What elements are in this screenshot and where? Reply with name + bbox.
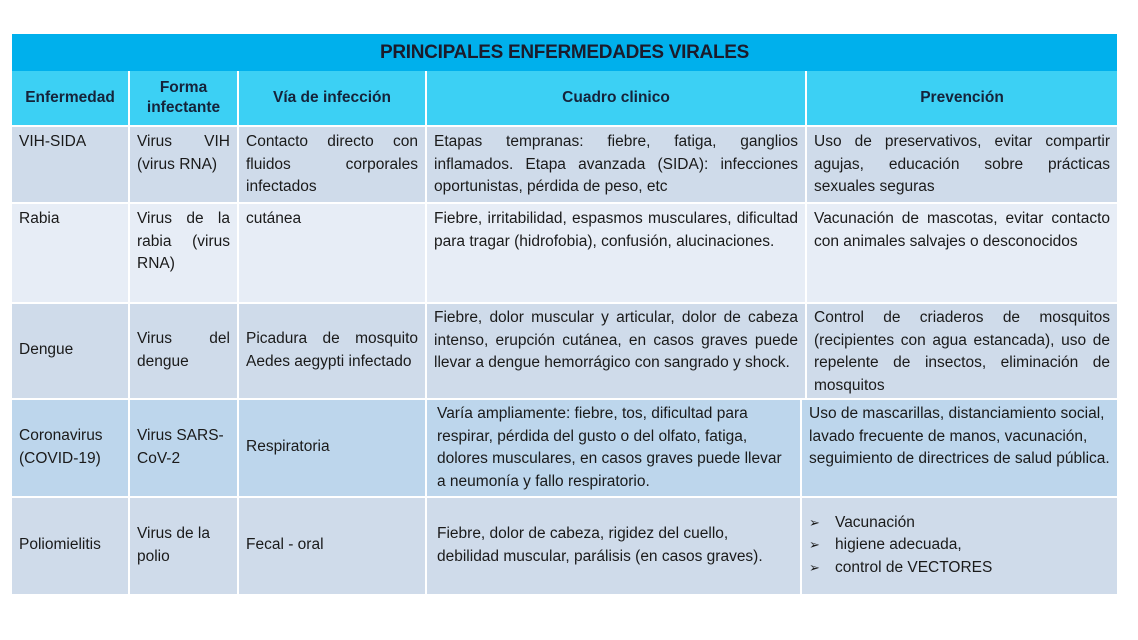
cell-enfermedad: VIH-SIDA	[19, 133, 87, 150]
table-header-row	[12, 71, 1117, 125]
cell-via	[237, 498, 425, 594]
cell-prevencion: Uso de mascarillas, distanciamiento social, lavado frecuente de manos, vacunación, seguimiento de directrices de salud pública.	[800, 400, 1117, 496]
arrow-bullet-icon: ➢	[809, 537, 820, 553]
cell-forma: Virus VIH (virus RNA)	[128, 127, 237, 202]
cell-prevencion: Control de criaderos de mosquitos (recipientes con agua estancada), uso de repelente de insectos, eliminación de mosquitos	[805, 304, 1117, 398]
cell-prevencion: Vacunación de mascotas, evitar contacto con animales salvajes o desconocidos	[805, 204, 1117, 302]
cell-via: cutánea	[237, 204, 425, 302]
bullet-item	[809, 534, 1110, 557]
viral-diseases-table	[12, 34, 1117, 594]
table-row-dengue	[12, 302, 1117, 398]
bullet-text: higiene adecuada,	[835, 536, 962, 554]
table-row-vih-sida	[12, 125, 1117, 202]
cell-via	[237, 304, 425, 398]
header-enfermedad: Enfermedad	[25, 89, 115, 106]
cell-cuadro: Varía ampliamente: fiebre, tos, dificultad para respirar, pérdida del gusto o del olfato, fatiga, dolores musculares, en casos graves puede llevar a neumonía y fallo respiratorio.	[425, 400, 800, 496]
table-row-poliomielitis	[12, 496, 1117, 594]
arrow-bullet-icon: ➢	[809, 514, 820, 530]
cell-forma	[128, 498, 237, 594]
cell-forma	[128, 304, 237, 398]
cell-prevencion: Uso de preservativos, evitar compartir agujas, educación sobre prácticas sexuales seguras	[805, 127, 1117, 202]
cell-enfermedad-text: Coronavirus (COVID-19)	[19, 427, 103, 467]
bullet-text: Vacunación	[835, 513, 915, 531]
header-cuadro-clinico: Cuadro clinico	[425, 71, 805, 125]
cell-via-text: Picadura de mosquito Aedes aegypti infectado	[246, 330, 418, 370]
cell-forma-text: Virus SARS-CoV-2	[137, 427, 224, 467]
prevencion-bullet-list	[809, 512, 1110, 580]
table-row-coronavirus	[12, 398, 1117, 496]
cell-enfermedad	[12, 498, 128, 594]
cell-cuadro: Etapas tempranas: fiebre, fatiga, ganglios inflamados. Etapa avanzada (SIDA): infecciones oportunistas, pérdida de peso, etc	[425, 127, 805, 202]
cell-cuadro	[425, 498, 800, 594]
table-title: PRINCIPALES ENFERMEDADES VIRALES	[12, 34, 1117, 71]
bullet-text: control de VECTORES	[835, 558, 993, 576]
header-forma-infectante: Forma infectante	[128, 71, 237, 125]
cell-cuadro: Fiebre, dolor muscular y articular, dolor de cabeza intenso, erupción cutánea, en casos graves puede llevar a dengue hemorrágico con sangrado y shock.	[425, 304, 805, 398]
cell-enfermedad: Rabia	[19, 210, 60, 227]
bullet-item	[809, 557, 1110, 580]
cell-cuadro-text: Fiebre, dolor de cabeza, rigidez del cuello, debilidad muscular, parálisis (en casos graves).	[437, 525, 763, 565]
cell-enfermedad-text: Poliomielitis	[19, 536, 101, 554]
cell-enfermedad-text: Dengue	[19, 341, 74, 359]
cell-forma-text: Virus del dengue	[137, 330, 230, 370]
arrow-bullet-icon: ➢	[809, 559, 820, 575]
header-via-infeccion: Vía de infección	[237, 71, 425, 125]
cell-forma: Virus de la rabia (virus RNA)	[128, 204, 237, 302]
cell-enfermedad	[12, 400, 128, 496]
header-prevencion: Prevención	[805, 71, 1117, 125]
bullet-item	[809, 512, 1110, 535]
cell-via	[237, 400, 425, 496]
cell-via-text: Fecal - oral	[246, 536, 324, 554]
cell-cuadro: Fiebre, irritabilidad, espasmos musculares, dificultad para tragar (hidrofobia), confusión, alucinaciones.	[425, 204, 805, 302]
cell-forma	[128, 400, 237, 496]
table-row-rabia	[12, 202, 1117, 302]
cell-enfermedad	[12, 304, 128, 398]
cell-prevencion	[800, 498, 1117, 594]
cell-via-text: Respiratoria	[246, 438, 330, 456]
cell-forma-text: Virus de la polio	[137, 525, 210, 565]
cell-via: Contacto directo con fluidos corporales infectados	[237, 127, 425, 202]
